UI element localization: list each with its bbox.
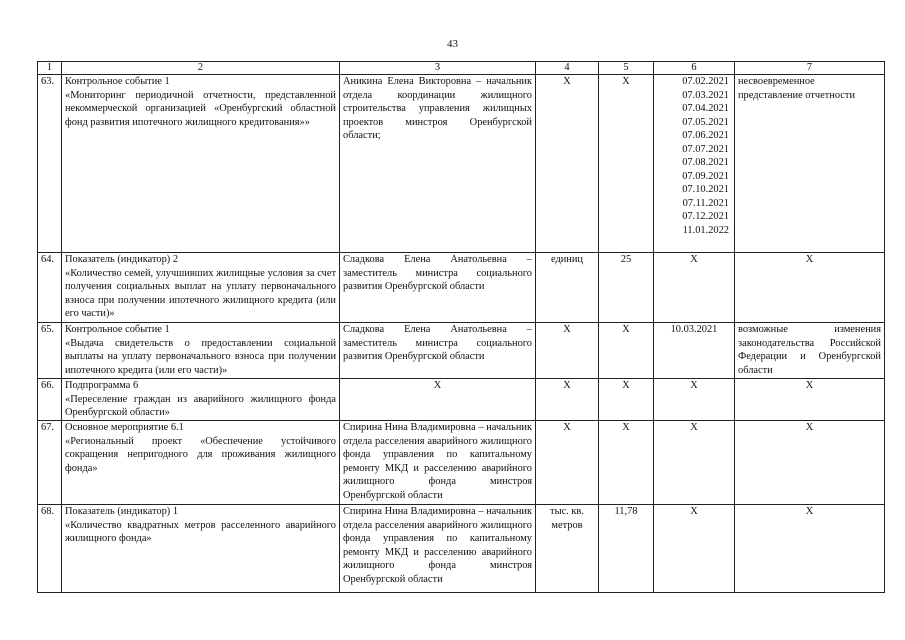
header-cell-3: 3: [340, 62, 536, 75]
date-entry: 07.02.2021: [682, 76, 729, 87]
date-entry: X: [690, 422, 698, 433]
row-number: 65.: [38, 323, 62, 379]
date-entry: X: [690, 506, 698, 517]
row-item-title: «Выдача свидетельств о предоставлении социальной выплаты на уплату первоначального взноса при получении ипотечного кредита (или его части)»: [65, 337, 336, 376]
row-risk: X: [735, 253, 885, 323]
row-item-title: «Переселение граждан из аварийного жилищного фонда Оренбургской области»: [65, 393, 336, 418]
row-responsible: Сладкова Елена Анатольевна – заместитель министра социального развития Оренбургской области: [340, 253, 536, 323]
date-entry: X: [690, 380, 698, 391]
row-risk: X: [735, 379, 885, 421]
row-value: 25: [599, 253, 654, 323]
row-description: [62, 253, 340, 323]
row-risk: возможные изменения законодательства Российской Федерации и Оренбургской области: [735, 323, 885, 379]
header-cell-2: 2: [62, 62, 340, 75]
row-dates: [654, 421, 735, 505]
row-dates: [654, 323, 735, 379]
date-entry: 07.03.2021: [682, 89, 729, 101]
row-unit: единиц: [536, 253, 599, 323]
row-item-title: «Мониторинг периодичной отчетности, представленной некоммерческой организацией «Оренбургский областной фонд развития ипотечного жилищного кредитования»»: [65, 89, 336, 128]
row-value: X: [599, 75, 654, 253]
row-responsible: Спирина Нина Владимировна – начальник отдела расселения аварийного жилищного фонда управления по капитальному ремонту МКД и расселению аварийного жилищного фонда минстроя Оренбургской области: [340, 421, 536, 505]
date-entry: 10.03.2021: [670, 324, 718, 335]
header-cell-6: 6: [654, 62, 735, 75]
row-dates: [654, 505, 735, 593]
row-value: X: [599, 421, 654, 505]
date-entry: 07.08.2021: [682, 157, 729, 168]
date-entry: 07.11.2021: [682, 197, 729, 209]
table-row: [38, 421, 885, 505]
row-risk: X: [735, 421, 885, 505]
row-item-type: Основное мероприятие 6.1: [65, 422, 184, 433]
date-entry: 07.06.2021: [682, 130, 729, 141]
row-item-type: Показатель (индикатор) 1: [65, 506, 179, 517]
row-item-title: «Количество семей, улучшивших жилищные условия за счет получения социальных выплат на уплату первоначального взноса при получении ипотечного жилищного кредита (или его части)»: [65, 267, 336, 319]
row-value: X: [599, 379, 654, 421]
table-row: [38, 323, 885, 379]
row-item-type: Подпрограмма 6: [65, 380, 139, 391]
row-item-type: Контрольное событие 1: [65, 76, 170, 87]
row-responsible: Сладкова Елена Анатольевна – заместитель министра социального развития Оренбургской области: [340, 323, 536, 379]
header-cell-7: 7: [735, 62, 885, 75]
row-responsible: X: [340, 379, 536, 421]
row-number: 68.: [38, 505, 62, 593]
row-risk: несвоевременное представление отчетности: [735, 75, 885, 253]
row-risk: X: [735, 505, 885, 593]
row-dates: [654, 75, 735, 253]
header-cell-4: 4: [536, 62, 599, 75]
row-description: [62, 75, 340, 253]
row-item-type: Показатель (индикатор) 2: [65, 254, 179, 265]
row-unit: X: [536, 421, 599, 505]
date-entry: 07.09.2021: [682, 170, 729, 182]
row-item-type: Контрольное событие 1: [65, 324, 170, 335]
header-cell-5: 5: [599, 62, 654, 75]
row-number: 64.: [38, 253, 62, 323]
date-entry: 07.12.2021: [682, 211, 729, 222]
date-entry: 07.10.2021: [682, 184, 729, 195]
table-row: [38, 75, 885, 253]
row-item-title: «Количество квадратных метров расселенного аварийного жилищного фонда»: [65, 519, 336, 544]
date-entry: X: [690, 254, 698, 265]
row-unit: X: [536, 379, 599, 421]
row-description: [62, 505, 340, 593]
row-description: [62, 421, 340, 505]
row-responsible: Аникина Елена Викторовна – начальник отдела координации жилищного строительства управления жилищных проектов минстроя Оренбургской области;: [340, 75, 536, 253]
date-entry: 07.07.2021: [682, 143, 729, 155]
row-dates: [654, 379, 735, 421]
header-cell-1: 1: [38, 62, 62, 75]
row-responsible: Спирина Нина Владимировна – начальник отдела расселения аварийного жилищного фонда управления по капитальному ремонту МКД и расселению аварийного жилищного фонда минстроя Оренбургской области: [340, 505, 536, 593]
date-entry: 07.05.2021: [682, 116, 729, 128]
row-value: 11,78: [599, 505, 654, 593]
document-table: [37, 61, 885, 593]
row-dates: [654, 253, 735, 323]
date-entry: 11.01.2022: [682, 224, 729, 236]
row-description: [62, 323, 340, 379]
table-row: [38, 253, 885, 323]
row-description: [62, 379, 340, 421]
row-value: X: [599, 323, 654, 379]
row-unit: X: [536, 323, 599, 379]
row-number: 67.: [38, 421, 62, 505]
table-row: [38, 379, 885, 421]
page-number: 43: [447, 38, 458, 50]
row-unit: X: [536, 75, 599, 253]
row-number: 66.: [38, 379, 62, 421]
table-row: [38, 505, 885, 593]
row-number: 63.: [38, 75, 62, 253]
table-header-row: [38, 62, 885, 75]
row-unit: тыс. кв. метров: [536, 505, 599, 593]
row-item-title: «Региональный проект «Обеспечение устойчивого сокращения непригодного для проживания жилищного фонда»: [65, 435, 336, 474]
date-entry: 07.04.2021: [682, 103, 729, 114]
